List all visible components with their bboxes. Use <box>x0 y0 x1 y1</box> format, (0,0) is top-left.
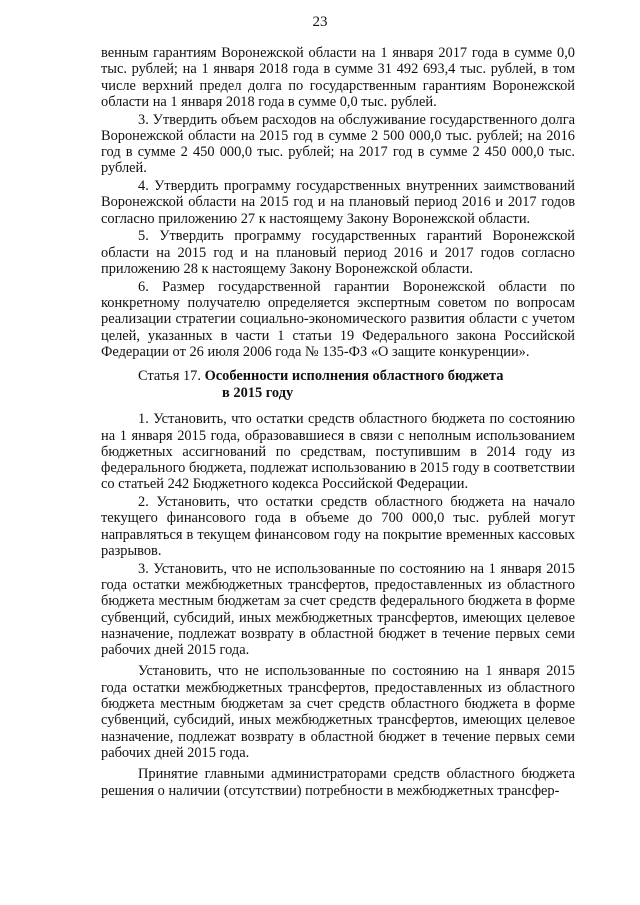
paragraph-borrowing-program: 4. Утвердить программу государственных внутренних заимствований Воронежской области на 2015 год и на плановый период 2016 и 2017 годов согласно приложению 27 к настоящему Закону Воронежской области. <box>101 178 575 227</box>
article-label: Статья 17. <box>138 368 201 385</box>
paragraph-continuation: венным гарантиям Воронежской области на 1 января 2017 года в сумме 0,0 тыс. рублей; на 1 января 2018 года в сумме 31 492 693,4 тыс. рублей, в том числе верхний предел долга по государственным гарантиям Воронежской области на 1 января 2018 года в сумме 0,0 тыс. рублей. <box>101 45 575 110</box>
paragraph-article17-3b: Установить, что не использованные по состоянию на 1 января 2015 года остатки межбюджетных трансфертов, предоставленных из областного бюджета местным бюджетам за счет средств областного бюджета в форме субвенций, субсидий, иных межбюджетных трансфертов, имеющих целевое назначение, подлежат возврату в областной бюджет в течение первых семи рабочих дней 2015 года. <box>101 663 575 761</box>
page-number: 23 <box>312 14 328 30</box>
article-heading <box>101 368 575 402</box>
paragraph-guarantee-program: 5. Утвердить программу государственных гарантий Воронежской области на 2015 год и на плановый период 2016 и 2017 годов согласно приложению 28 к настоящему Закону Воронежской области. <box>101 228 575 278</box>
article-title-line1: Особенности исполнения областного бюджета <box>204 368 504 385</box>
paragraph-article17-3c: Принятие главными администраторами средств областного бюджета решения о наличии (отсутствии) потребности в межбюджетных трансфер- <box>101 766 575 799</box>
paragraph-debt-service: 3. Утвердить объем расходов на обслуживание государственного долга Воронежской области на 2015 год в сумме 2 500 000,0 тыс. рублей; на 2016 год в сумме 2 450 000,0 тыс. рублей; на 2017 год в сумме 2 450 000,0 тыс. рублей. <box>101 111 575 177</box>
article-title-line2: в 2015 году <box>222 385 294 402</box>
body-text <box>101 45 575 800</box>
paragraph-guarantee-size: 6. Размер государственной гарантии Воронежской области по конкретному получателю определяется экспертным советом по вопросам реализации стратегии социально-экономического развития области с учетом целей, указанных в части 1 статьи 19 Федерального закона Российской Федерации от 26 июля 2006 года № 135-ФЗ «О защите конкуренции». <box>101 278 575 360</box>
paragraph-article17-1: 1. Установить, что остатки средств областного бюджета по состоянию на 1 января 2015 года, образовавшиеся в связи с неполным использованием бюджетных ассигнований по средствам, поступившим в 2014 году из федерального бюджета, подлежат использованию в 2015 году в соответствии со статьей 242 Бюджетного кодекса Российской Федерации. <box>101 411 575 493</box>
paragraph-article17-2: 2. Установить, что остатки средств областного бюджета на начало текущего финансового года в объеме до 700 000,0 тыс. рублей могут направляться в текущем финансовом году на покрытие временных кассовых разрывов. <box>101 494 575 559</box>
paragraph-article17-3: 3. Установить, что не использованные по состоянию на 1 января 2015 года остатки межбюджетных трансфертов, предоставленных из областного бюджета местным бюджетам за счет средств федерального бюджета в форме субвенций, субсидий, иных межбюджетных трансфертов, имеющих целевое назначение, подлежат возврату в областной бюджет в течение первых семи рабочих дней 2015 года. <box>101 560 575 659</box>
